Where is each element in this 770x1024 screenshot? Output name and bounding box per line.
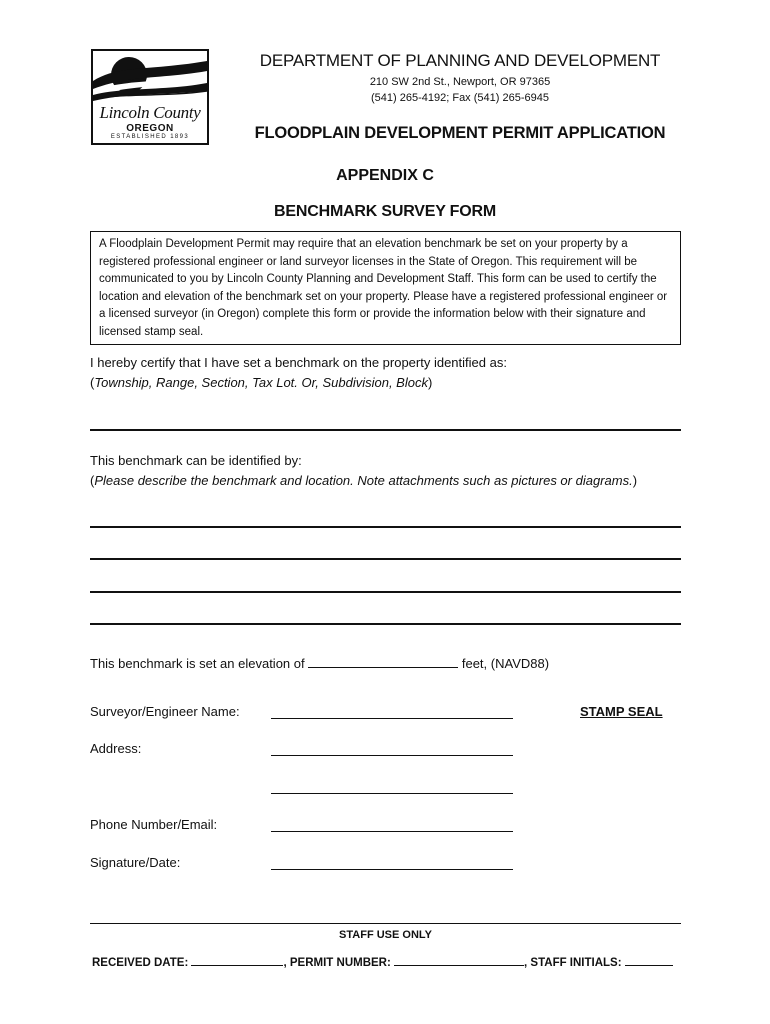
property-answer-line[interactable]	[90, 429, 681, 431]
identify-hint: Please describe the benchmark and location. Note attachments such as pictures or diagrams.	[94, 473, 633, 488]
description-answer-line[interactable]	[90, 558, 681, 560]
certify-line: I hereby certify that I have set a benchmark on the property identified as:	[90, 355, 507, 370]
staff-divider	[90, 923, 681, 924]
elevation-row	[90, 655, 549, 671]
signature-date-field[interactable]	[271, 869, 513, 870]
form-title: BENCHMARK SURVEY FORM	[274, 203, 496, 220]
staff-initials-label: , STAFF INITIALS:	[524, 957, 622, 969]
phone-email-field[interactable]	[271, 831, 513, 832]
phone-email-label: Phone Number/Email:	[90, 817, 218, 832]
surveyor-label: Surveyor/Engineer Name:	[90, 704, 240, 719]
elevation-suffix: feet, (NAVD88)	[461, 656, 550, 671]
address-field-1[interactable]	[271, 755, 513, 756]
paren-open: (	[90, 473, 95, 488]
certify-statement	[90, 353, 507, 393]
address-label: Address:	[90, 741, 142, 756]
staff-use-row	[92, 955, 673, 969]
stamp-seal-label: STAMP SEAL	[580, 704, 663, 719]
received-date-label: RECEIVED DATE:	[92, 957, 189, 969]
paren-open: (	[90, 375, 95, 390]
surveyor-name-field[interactable]	[271, 718, 513, 719]
paren-close: )	[427, 375, 433, 390]
permit-number-field[interactable]	[394, 955, 524, 966]
description-answer-line[interactable]	[90, 591, 681, 593]
identify-line: This benchmark can be identified by:	[90, 453, 302, 468]
permit-number-label: , PERMIT NUMBER:	[283, 957, 391, 969]
paren-close: )	[632, 473, 638, 488]
signature-date-label: Signature/Date:	[90, 855, 181, 870]
identify-hint-line	[90, 471, 637, 491]
address-field-2[interactable]	[271, 793, 513, 794]
lincoln-county-logo	[91, 49, 209, 145]
received-date-field[interactable]	[191, 955, 283, 966]
identify-statement	[90, 451, 637, 491]
logo-state: OREGON	[126, 123, 174, 134]
logo-established: ESTABLISHED 1893	[110, 134, 190, 140]
logo-county-name: Lincoln County	[99, 103, 201, 122]
department-address: 210 SW 2nd St., Newport, OR 97365	[369, 76, 551, 88]
elevation-prefix: This benchmark is set an elevation of	[90, 656, 305, 671]
appendix-title: APPENDIX C	[336, 167, 434, 184]
elevation-field[interactable]	[308, 655, 458, 668]
staff-use-heading: STAFF USE ONLY	[339, 929, 432, 941]
department-title: DEPARTMENT OF PLANNING AND DEVELOPMENT	[259, 51, 661, 70]
staff-initials-field[interactable]	[625, 955, 673, 966]
department-phone-fax: (541) 265-4192; Fax (541) 265-6945	[371, 92, 549, 104]
certify-hint-line	[90, 373, 507, 393]
logo-sun-waves-graphic	[93, 51, 207, 103]
description-answer-line[interactable]	[90, 623, 681, 625]
intro-box: A Floodplain Development Permit may require that an elevation benchmark be set on your property by a registered professional engineer or land surveyor licenses in the State of Oregon. This requirement will be communicated to you by Lincoln County Planning and Development Staff. This form can be used to certify the location and elevation of the benchmark set on your property. Please have a registered professional engineer or a licensed surveyor (in Oregon) complete this form or provide the information below with their signature and licensed stamp seal.	[90, 231, 681, 345]
description-answer-line[interactable]	[90, 526, 681, 528]
certify-hint: Township, Range, Section, Tax Lot. Or, Subdivision, Block	[94, 375, 428, 390]
application-title: FLOODPLAIN DEVELOPMENT PERMIT APPLICATION	[254, 124, 666, 142]
